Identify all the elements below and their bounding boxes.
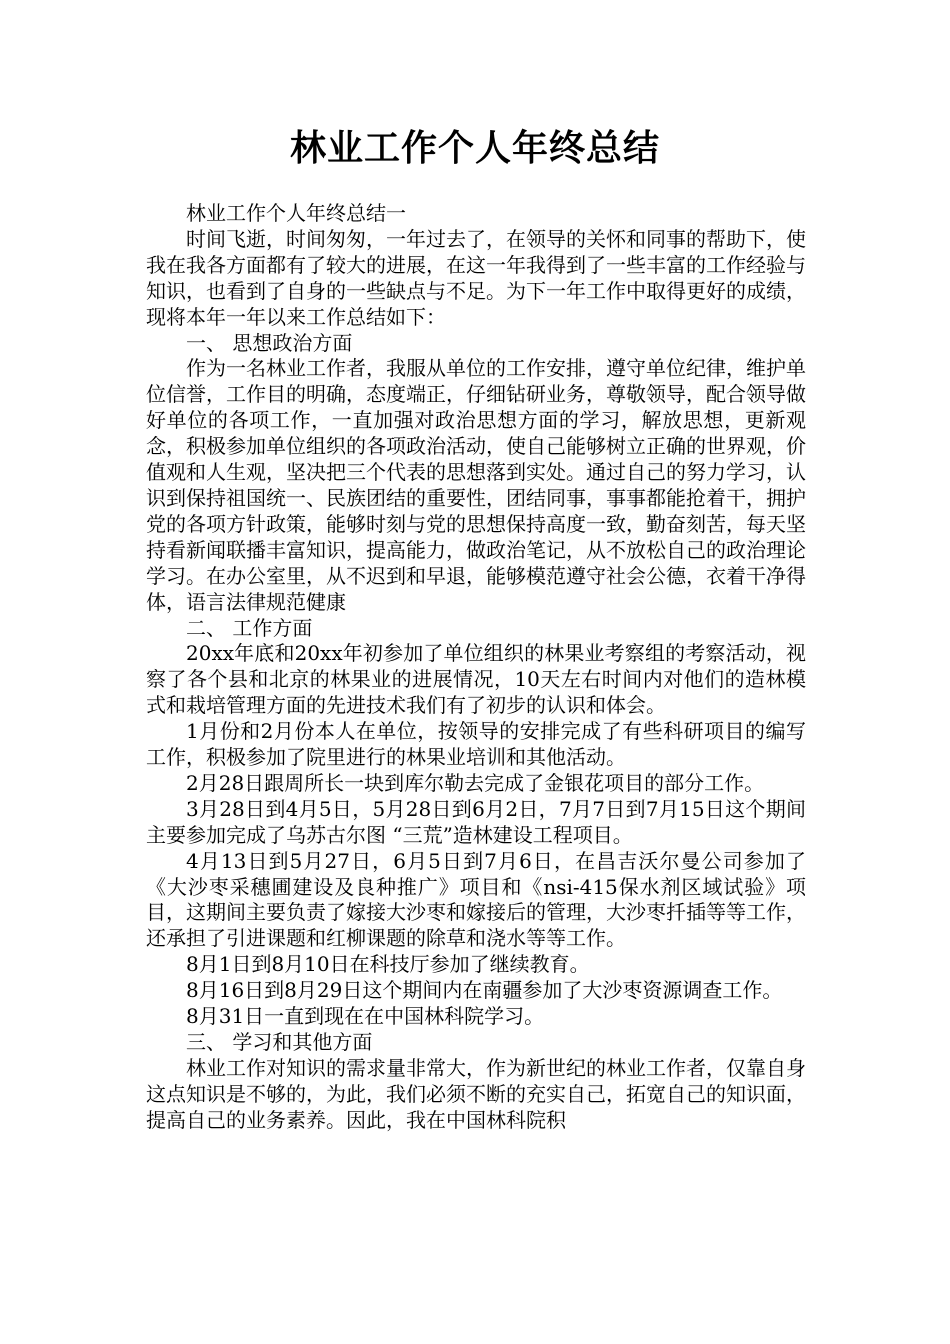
work-paragraph-mar-jul: 3月28日到4月5日，5月28日到6月2日，7月7日到7月15日这个期间主要参加完成了乌苏古尔图 “三荒”造林建设工程项目。 bbox=[146, 796, 806, 847]
heading-study: 三、 学习和其他方面 bbox=[186, 1030, 373, 1054]
heading-political: 一、 思想政治方面 bbox=[186, 330, 353, 355]
work-paragraph-aug31: 8月31日一直到现在在中国林科院学习。 bbox=[186, 1004, 545, 1029]
work-paragraph-aug16: 8月16日到8月29日这个期间内在南疆参加了大沙枣资源调查工作。 bbox=[186, 978, 783, 1003]
work-paragraph-apr-jul: 4月13日到5月27日，6月5日到7月6日，在昌吉沃尔曼公司参加了《大沙枣采穗圃建设及良种推广》项目和《nsi-415保水剂区域试验》项目，这期间主要负责了嫁接大沙枣和嫁接后的管理，大沙枣扦插等等工作，还承担了引进课题和红柳课题的除草和浇水等等工作。 bbox=[146, 848, 806, 951]
document-body bbox=[146, 201, 806, 1134]
work-paragraph-inspection: 20xx年底和20xx年初参加了单位组织的林果业考察组的考察活动，视察了各个县和北京的林果业的进展情况，10天左右时间内对他们的造林模式和栽培管理方面的先进技术我们有了初步的认识和体会。 bbox=[146, 641, 806, 718]
heading-work: 二、 工作方面 bbox=[186, 615, 313, 640]
work-paragraph-jan-feb: 1月份和2月份本人在单位，按领导的安排完成了有些科研项目的编写工作，积极参加了院里进行的林果业培训和其他活动。 bbox=[146, 719, 806, 770]
political-paragraph: 作为一名林业工作者，我服从单位的工作安排，遵守单位纪律，维护单位信誉，工作目的明确，态度端正，仔细钻研业务，尊敬领导，配合领导做好单位的各项工作，一直加强对政治思想方面的学习，解放思想，更新观念，积极参加单位组织的各项政治活动，使自己能够树立正确的世界观，价值观和人生观，坚决把三个代表的思想落到实处。通过自己的努力学习，认识到保持祖国统一、民族团结的重要性，团结同事，事事都能抢着干，拥护党的各项方针政策，能够时刻与党的思想保持高度一致，勤奋刻苦，每天坚持看新闻联播丰富知识，提高能力，做政治笔记，从不放松自己的政治理论学习。在办公室里，从不迟到和早退，能够模范遵守社会公德，衣着干净得体，语言法律规范健康 bbox=[146, 356, 806, 614]
work-paragraph-aug1: 8月1日到8月10日在科技厅参加了继续教育。 bbox=[186, 952, 590, 977]
study-paragraph: 林业工作对知识的需求量非常大，作为新世纪的林业工作者，仅靠自身这点知识是不够的，为此，我们必须不断的充实自己，拓宽自己的知识面，提高自己的业务素养。因此，我在中国林科院积 bbox=[146, 1055, 806, 1132]
intro-paragraph: 时间飞逝，时间匆匆，一年过去了，在领导的关怀和同事的帮助下，使我在我各方面都有了较大的进展，在这一年我得到了一些丰富的工作经验与知识，也看到了自身的一些缺点与不足。为下一年工作中取得更好的成绩，现将本年一年以来工作总结如下： bbox=[146, 226, 806, 329]
document-title: 林业工作个人年终总结 bbox=[289, 128, 660, 169]
work-paragraph-feb28: 2月28日跟周所长一块到库尔勒去完成了金银花项目的部分工作。 bbox=[186, 770, 765, 795]
section-subtitle: 林业工作个人年终总结一 bbox=[186, 201, 406, 225]
